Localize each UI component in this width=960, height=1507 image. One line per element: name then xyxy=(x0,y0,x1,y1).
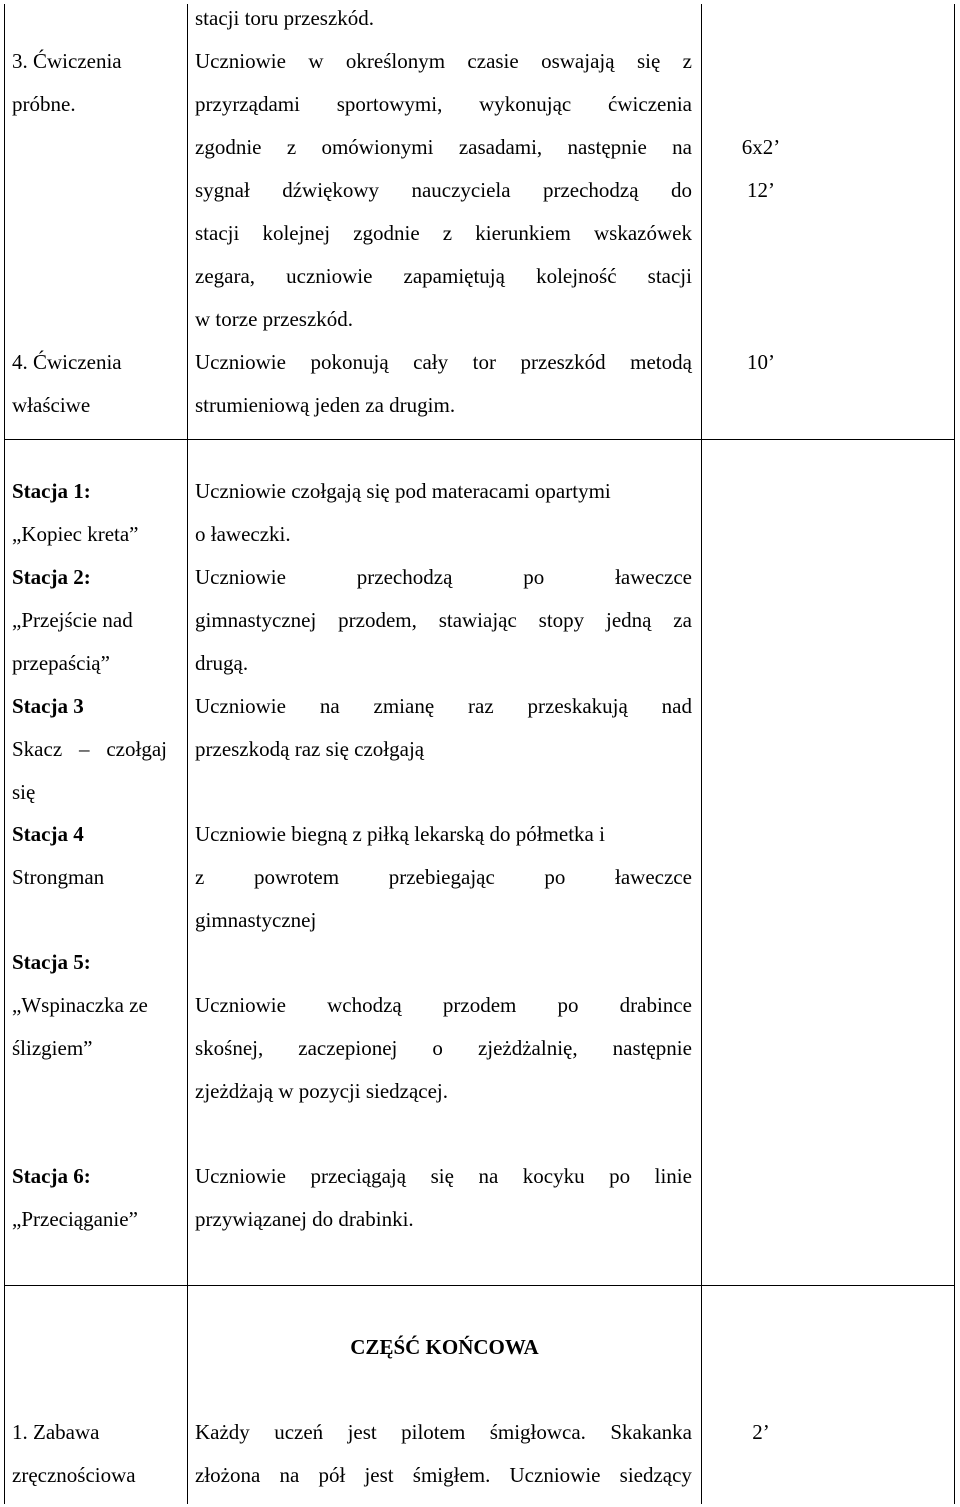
station-name: „Przejście nad xyxy=(12,608,133,632)
station-name: „Kopiec kreta” xyxy=(12,522,139,546)
station-name: Skacz – czołgaj xyxy=(12,737,167,761)
row-divider-1 xyxy=(4,439,955,440)
time-value: 2’ xyxy=(752,1420,770,1444)
station-label: Stacja 3 xyxy=(12,694,84,718)
description-line: stacji kolejnej zgodnie z kierunkiem wskazówek xyxy=(195,221,692,245)
station-name: się xyxy=(12,780,36,804)
station-label: Stacja 5: xyxy=(12,950,91,974)
station-description: Uczniowie na zmianę raz przeskakują nad xyxy=(195,694,692,718)
table-border-left xyxy=(4,4,5,1504)
station-description: Uczniowie wchodzą przodem po drabince xyxy=(195,993,692,1017)
station-description: zjeżdżają w pozycji siedzącej. xyxy=(195,1079,449,1103)
description-line: Uczniowie w określonym czasie oswajają się z xyxy=(195,49,692,73)
description-line: Uczniowie pokonują cały tor przeszkód metodą xyxy=(195,350,692,374)
section-title: CZĘŚĆ KOŃCOWA xyxy=(350,1335,539,1359)
description-line: stacji toru przeszkód. xyxy=(195,6,375,30)
column-divider-1 xyxy=(187,4,188,1504)
station-description: skośnej, zaczepionej o zjeżdżalnię, następnie xyxy=(195,1036,692,1060)
description-line: Każdy uczeń jest pilotem śmigłowca. Skakanka xyxy=(195,1420,692,1444)
time-value: 6x2’ xyxy=(741,135,781,159)
station-label: Stacja 4 xyxy=(12,822,84,846)
station-description: drugą. xyxy=(195,651,249,675)
description-line: w torze przeszkód. xyxy=(195,307,354,331)
station-description: przeszkodą raz się czołgają xyxy=(195,737,425,761)
station-description: Uczniowie przechodzą po ławeczce xyxy=(195,565,692,589)
exercise-name: 1. Zabawa xyxy=(12,1420,100,1444)
description-line: zgodnie z omówionymi zasadami, następnie na xyxy=(195,135,692,159)
station-name: „Przeciąganie” xyxy=(12,1207,138,1231)
station-name: Strongman xyxy=(12,865,105,889)
description-line: złożona na pół jest śmigłem. Uczniowie siedzący xyxy=(195,1463,692,1487)
station-label: Stacja 2: xyxy=(12,565,91,589)
description-line: strumieniową jeden za drugim. xyxy=(195,393,456,417)
time-value: 12’ xyxy=(747,178,775,202)
description-line: sygnał dźwiękowy nauczyciela przechodzą do xyxy=(195,178,692,202)
station-name: ślizgiem” xyxy=(12,1036,93,1060)
station-description: z powrotem przebiegając po ławeczce xyxy=(195,865,692,889)
exercise-name: właściwe xyxy=(12,393,91,417)
time-value: 10’ xyxy=(747,350,775,374)
station-label: Stacja 1: xyxy=(12,479,91,503)
station-name: przepaścią” xyxy=(12,651,110,675)
column-divider-2 xyxy=(701,4,702,1504)
station-description: o ławeczki. xyxy=(195,522,291,546)
description-line: zegara, uczniowie zapamiętują kolejność stacji xyxy=(195,264,692,288)
exercise-name: 3. Ćwiczenia xyxy=(12,49,122,73)
station-label: Stacja 6: xyxy=(12,1164,91,1188)
row-divider-2 xyxy=(4,1285,955,1286)
station-description: Uczniowie czołgają się pod materacami opartymi xyxy=(195,479,611,503)
exercise-name: próbne. xyxy=(12,92,76,116)
table-border-right xyxy=(954,4,955,1504)
station-description: przywiązanej do drabinki. xyxy=(195,1207,414,1231)
station-description: Uczniowie biegną z piłką lekarską do półmetka i xyxy=(195,822,605,846)
station-description: gimnastycznej xyxy=(195,908,317,932)
exercise-name: zręcznościowa xyxy=(12,1463,136,1487)
station-description: gimnastycznej przodem, stawiając stopy jedną za xyxy=(195,608,692,632)
station-description: Uczniowie przeciągają się na kocyku po linie xyxy=(195,1164,692,1188)
description-line: przyrządami sportowymi, wykonując ćwiczenia xyxy=(195,92,692,116)
station-name: „Wspinaczka ze xyxy=(12,993,148,1017)
exercise-name: 4. Ćwiczenia xyxy=(12,350,122,374)
